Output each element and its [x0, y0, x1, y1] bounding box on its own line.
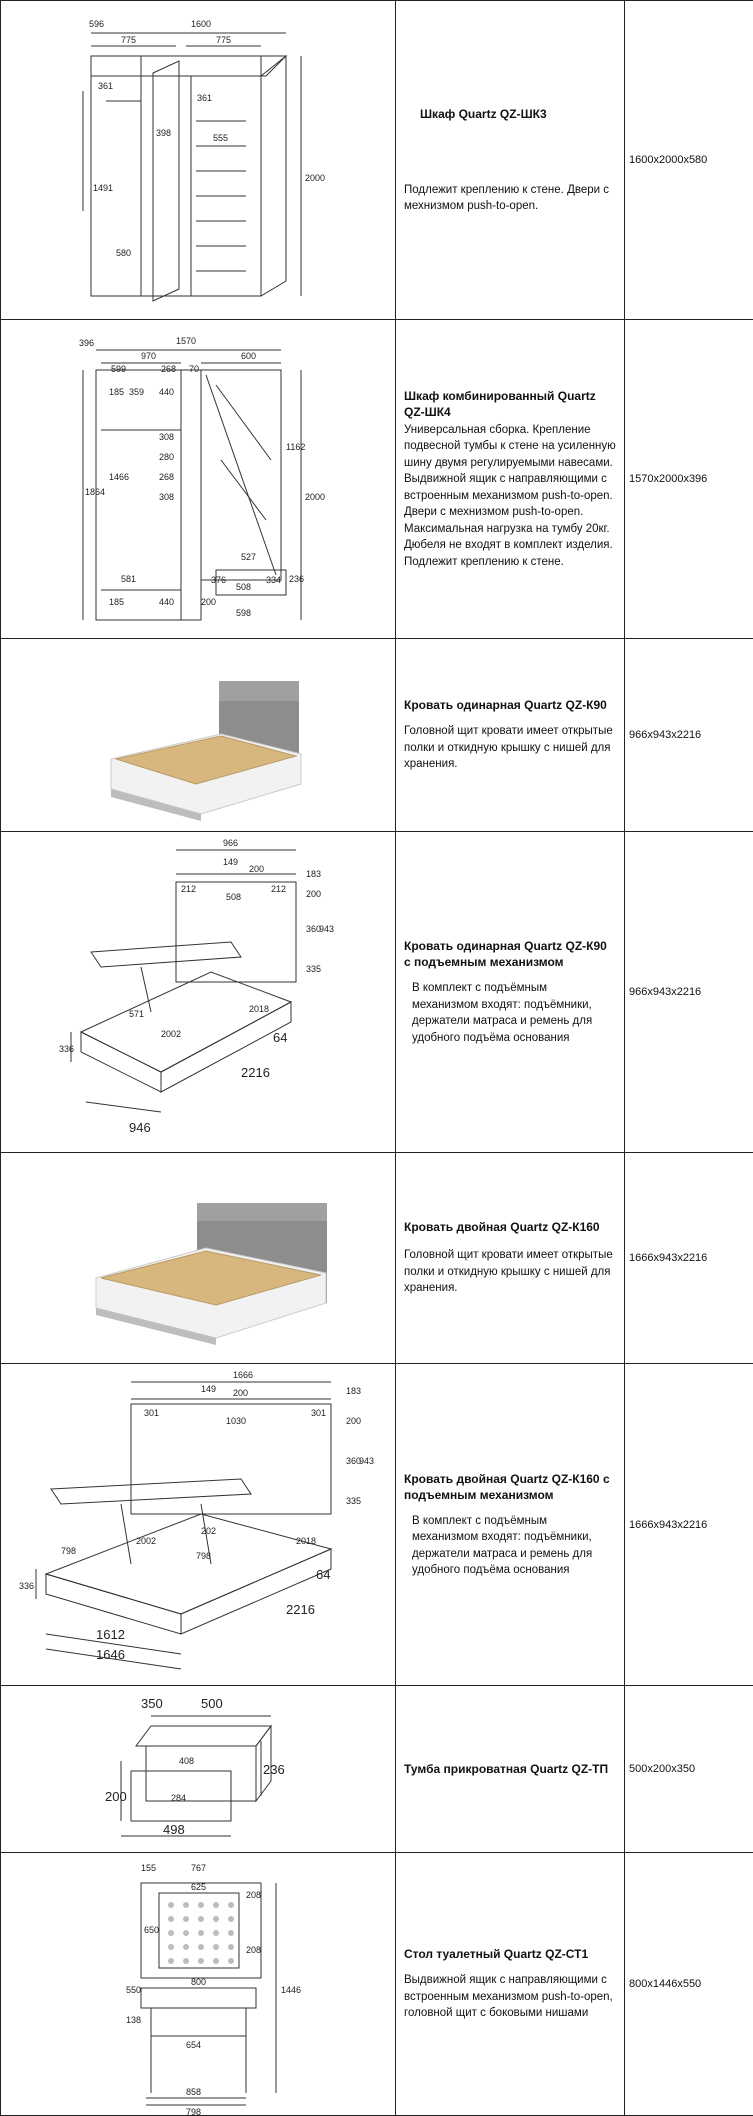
dim-label: 555 [213, 133, 228, 143]
dim-label: 308 [159, 492, 174, 502]
dim-label: 527 [241, 552, 256, 562]
dim-label: 800 [191, 1977, 206, 1987]
product-title: Шкаф Quartz QZ-ШК3 [420, 106, 616, 122]
dim-label: 1466 [109, 472, 129, 482]
dim-label: 1162 [286, 442, 305, 452]
dim-label: 361 [98, 81, 113, 91]
product-title: Шкаф комбинированный Quartz QZ-ШК4 [404, 388, 616, 420]
dim-label: 440 [159, 597, 174, 607]
product-drawing-cell [1, 1853, 396, 2116]
dim-label: 408 [179, 1756, 194, 1766]
dim-label: 301 [311, 1408, 326, 1418]
dim-label: 236 [263, 1762, 285, 1777]
dim-label: 361 [197, 93, 212, 103]
dim-label: 335 [306, 964, 321, 974]
dim-label: 396 [79, 338, 94, 348]
product-drawing-cell [1, 1, 396, 320]
dim-label: 268 [161, 364, 176, 374]
table-row [1, 320, 753, 639]
product-title: Тумба прикроватная Quartz QZ-ТП [404, 1761, 616, 1777]
dim-label: 336 [19, 1581, 34, 1591]
dim-label: 200 [346, 1416, 361, 1426]
dim-label: 236 [289, 574, 304, 584]
dim-label: 498 [163, 1822, 185, 1837]
dim-label: 970 [141, 351, 156, 361]
double-bed-lift-drawing [1, 1364, 395, 1685]
dim-label: 149 [201, 1384, 216, 1394]
product-description-cell [396, 1364, 625, 1686]
dim-label: 208 [246, 1945, 261, 1955]
dim-label: 2018 [296, 1536, 316, 1546]
dim-label: 943 [319, 924, 334, 934]
wardrobe-shk3-drawing [1, 1, 395, 319]
dim-label: 200 [201, 597, 216, 607]
dim-label: 500 [201, 1696, 223, 1711]
dim-label: 1600 [191, 19, 211, 29]
product-size: 1666x943x2216 [625, 1364, 753, 1686]
dim-label: 64 [273, 1030, 287, 1045]
dim-label: 334 [266, 575, 281, 585]
table-row [1, 1686, 753, 1853]
product-size: 800x1446x550 [625, 1853, 753, 2116]
dim-label: 183 [346, 1386, 361, 1396]
table-row [1, 832, 753, 1153]
product-size: 966x943x2216 [625, 832, 753, 1153]
product-description: В комплект с подъёмным механизмом входят: подъёмники, держатели матраса и ремень для удобного подъёма основания [412, 980, 616, 1046]
dim-label: 966 [223, 838, 238, 848]
dim-label: 440 [159, 387, 174, 397]
dim-label: 1612 [96, 1627, 125, 1642]
bedside-table-drawing [1, 1686, 395, 1852]
dim-label: 798 [61, 1546, 76, 1556]
single-bed-lift-drawing [1, 832, 395, 1152]
table-row [1, 1153, 753, 1364]
dim-label: 200 [105, 1789, 127, 1804]
table-row [1, 1853, 753, 2116]
table-row [1, 1, 753, 320]
dim-label: 625 [191, 1882, 206, 1892]
dim-label: 398 [156, 128, 171, 138]
product-title: Кровать одинарная Quartz QZ-К90 с подъемным механизмом [404, 938, 616, 970]
dim-label: 212 [271, 884, 286, 894]
product-size: 500x200x350 [625, 1686, 753, 1853]
product-size: 1666x943x2216 [625, 1153, 753, 1364]
dim-label: 654 [186, 2040, 201, 2050]
dim-label: 2002 [136, 1536, 156, 1546]
dim-label: 360 [346, 1456, 361, 1466]
dim-label: 2000 [305, 492, 325, 502]
dim-label: 946 [129, 1120, 151, 1135]
product-title: Кровать двойная Quartz QZ-К160 с подъемным механизмом [404, 1471, 616, 1503]
dim-label: 508 [236, 582, 251, 592]
dim-label: 202 [201, 1526, 216, 1536]
dim-label: 580 [116, 248, 131, 258]
product-drawing-cell [1, 1153, 396, 1364]
dim-label: 208 [246, 1890, 261, 1900]
dim-label: 1646 [96, 1647, 125, 1662]
dim-label: 2018 [249, 1004, 269, 1014]
dim-label: 508 [226, 892, 241, 902]
dim-label: 200 [249, 864, 264, 874]
product-description-cell [396, 832, 625, 1153]
dim-label: 767 [191, 1863, 206, 1873]
dim-label: 1570 [176, 336, 196, 346]
dim-label: 284 [171, 1793, 186, 1803]
dim-label: 336 [59, 1044, 74, 1054]
dim-label: 599 [111, 364, 126, 374]
dim-label: 2000 [305, 173, 325, 183]
product-description: Подлежит креплению к стене. Двери с мехнизмом push-to-open. [404, 182, 616, 215]
dim-label: 185 [109, 387, 124, 397]
dim-label: 200 [233, 1388, 248, 1398]
dim-label: 858 [186, 2087, 201, 2097]
dim-label: 350 [141, 1696, 163, 1711]
product-size: 966x943x2216 [625, 639, 753, 832]
dressing-table-drawing [1, 1853, 395, 2115]
double-bed-photo [1, 1153, 395, 1363]
product-description: Головной щит кровати имеет открытые полки и откидную крышку с нишей для хранения. [404, 723, 616, 773]
dim-label: 550 [126, 1985, 141, 1995]
dim-label: 360 [306, 924, 321, 934]
dim-label: 212 [181, 884, 196, 894]
product-title: Кровать двойная Quartz QZ-К160 [404, 1219, 616, 1235]
dim-label: 598 [236, 608, 251, 618]
product-description-cell [396, 1153, 625, 1364]
product-description-cell [396, 639, 625, 832]
product-drawing-cell [1, 320, 396, 639]
table-row [1, 1364, 753, 1686]
product-title: Стол туалетный Quartz QZ-СТ1 [404, 1946, 616, 1962]
product-description-cell [396, 1686, 625, 1853]
dim-label: 775 [216, 35, 231, 45]
dim-label: 2216 [241, 1065, 270, 1080]
product-drawing-cell [1, 832, 396, 1153]
dim-label: 775 [121, 35, 136, 45]
product-drawing-cell [1, 639, 396, 832]
product-description: В комплект с подъёмным механизмом входят: подъёмники, держатели матраса и ремень для удобного подъёма основания [412, 1513, 616, 1579]
dim-label: 943 [359, 1456, 374, 1466]
dim-label: 650 [144, 1925, 159, 1935]
product-drawing-cell [1, 1686, 396, 1853]
dim-label: 200 [306, 889, 321, 899]
dim-label: 64 [316, 1567, 330, 1582]
dim-label: 335 [346, 1496, 361, 1506]
product-size: 1570x2000x396 [625, 320, 753, 639]
dim-label: 571 [129, 1009, 144, 1019]
product-description-cell [396, 320, 625, 639]
dim-label: 308 [159, 432, 174, 442]
dim-label: 2002 [161, 1029, 181, 1039]
dim-label: 183 [306, 869, 321, 879]
dim-label: 1446 [281, 1985, 301, 1995]
product-drawing-cell [1, 1364, 396, 1686]
product-description: Головной щит кровати имеет открытые полки и откидную крышку с нишей для хранения. [404, 1247, 616, 1297]
dim-label: 301 [144, 1408, 159, 1418]
dim-label: 1864 [85, 487, 105, 497]
dim-label: 149 [223, 857, 238, 867]
wardrobe-shk4-drawing [1, 320, 395, 638]
product-description: Выдвижной ящик с направляющими с встроенным механизмом push-to-open, головной щит с боковыми нишами [404, 1972, 616, 2022]
dim-label: 1491 [93, 183, 113, 193]
dim-label: 280 [159, 452, 174, 462]
single-bed-photo [1, 639, 395, 831]
dim-label: 155 [141, 1863, 156, 1873]
dim-label: 596 [89, 19, 104, 29]
product-description-cell [396, 1853, 625, 2116]
dim-label: 70 [189, 364, 199, 374]
product-description-cell [396, 1, 625, 320]
product-size: 1600x2000x580 [625, 1, 753, 320]
dim-label: 138 [126, 2015, 141, 2025]
dim-label: 600 [241, 351, 256, 361]
dim-label: 581 [121, 574, 136, 584]
dim-label: 376 [211, 575, 226, 585]
table-row [1, 639, 753, 832]
dim-label: 1030 [226, 1416, 246, 1426]
dim-label: 185 [109, 597, 124, 607]
dim-label: 798 [196, 1551, 211, 1561]
dim-label: 359 [129, 387, 144, 397]
dim-label: 798 [186, 2107, 201, 2115]
dim-label: 2216 [286, 1602, 315, 1617]
dim-label: 268 [159, 472, 174, 482]
product-description: Универсальная сборка. Крепление подвесной тумбы к стене на усиленную шину двумя регулируемыми навесами. Выдвижной ящик с направляющими с встроенным механизмом push-to-open. Двери с мехнизмом push-to-open. Максимальная нагрузка на тумбу 20кг. Дюбеля не входят в комплект изделия. Подлежит креплению к стене. [404, 422, 616, 571]
dim-label: 1666 [233, 1370, 253, 1380]
product-title: Кровать одинарная Quartz QZ-К90 [404, 697, 616, 713]
